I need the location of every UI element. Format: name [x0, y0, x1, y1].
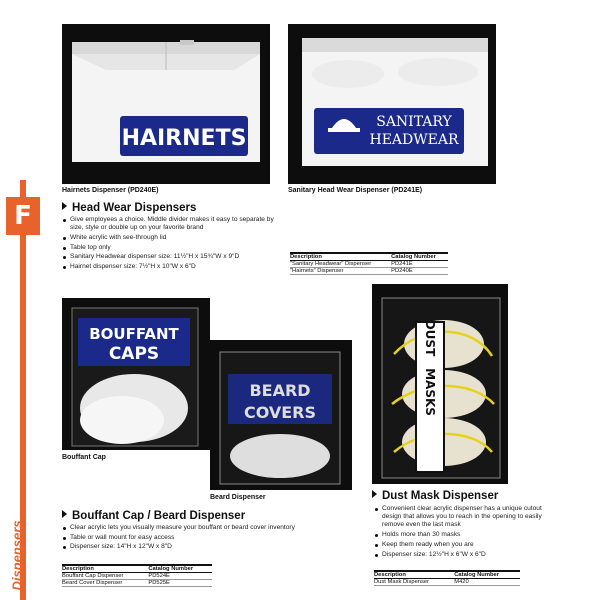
feature-item: Dispenser size: 14"H x 12"W x 8"D: [62, 543, 322, 551]
dustmask-title: [372, 490, 498, 502]
beard-caption: Beard Dispenser: [210, 494, 266, 501]
bouffant-sign-line2: CAPS: [108, 344, 160, 364]
dustmask-title-text: Dust Mask Dispenser: [382, 490, 499, 502]
bouffant-sign-line1: BOUFFANT: [89, 325, 179, 343]
dust-mask-dispenser-photo: [372, 284, 508, 484]
feature-item: Table top only: [62, 244, 284, 252]
heading-bullet-icon: [62, 510, 67, 518]
col-header: Description: [374, 571, 454, 579]
feature-item: Hairnet dispenser size: 7½"H x 10"W x 6"D: [62, 263, 284, 271]
dustmask-catalog-table: [374, 570, 520, 586]
heading-bullet-icon: [372, 490, 377, 498]
sanitary-sign-line1: SANITARY: [376, 114, 452, 130]
col-header: Description: [290, 253, 391, 261]
section-tab: F: [6, 197, 40, 235]
hairnets-sign-text: HAIRNETS: [121, 126, 247, 151]
headwear-title: [62, 202, 196, 214]
section-vertical-label: Dispensers: [9, 520, 25, 591]
table-row: "Sanitary Headwear" Dispenser PD241E: [290, 261, 448, 268]
dustmask-feature-list: [374, 505, 542, 560]
col-header: Catalog Number: [148, 565, 212, 573]
bouffant-title: [62, 510, 245, 522]
table-row: Bouffant Cap Dispenser PD524E: [62, 573, 212, 580]
table-row: Dust Mask Dispenser M420: [374, 579, 520, 586]
col-header: Description: [62, 565, 148, 573]
col-header: Catalog Number: [391, 253, 448, 261]
table-row: "Hairnets" Dispenser PD240E: [290, 268, 448, 275]
heading-bullet-icon: [62, 202, 67, 210]
headwear-feature-list: [62, 216, 284, 273]
beard-sign-line1: BEARD: [249, 381, 311, 400]
dust-sign-word2: MASKS: [423, 368, 437, 416]
bouffant-feature-list: [62, 524, 322, 553]
bouffant-caption: Bouffant Cap: [62, 454, 106, 461]
feature-item: Convenient clear acrylic dispenser has a unique cutout design that allows you to reach in the opening to easily remove even the last mask: [374, 505, 542, 530]
feature-item: Dispenser size: 12½"H x 6"W x 6"D: [374, 551, 542, 559]
feature-item: Table or wall mount for easy access: [62, 534, 322, 542]
sanitary-caption: Sanitary Head Wear Dispenser (PD241E): [288, 187, 423, 194]
bouffant-dispenser-photo: [62, 298, 210, 450]
table-row: Beard Cover Dispenser PD525E: [62, 580, 212, 587]
bouffant-catalog-table: [62, 564, 212, 587]
feature-item: White acrylic with see-through lid: [62, 234, 284, 242]
beard-sign-line2: COVERS: [243, 403, 317, 422]
sanitary-headwear-dispenser-photo: [288, 24, 496, 184]
feature-item: Give employees a choice. Middle divider makes it easy to separate by size, style or double up on your favorite brand: [62, 216, 284, 232]
feature-item: Holds more than 30 masks: [374, 531, 542, 539]
headwear-title-text: Head Wear Dispensers: [72, 202, 197, 214]
dust-sign-word1: DUST: [423, 319, 437, 357]
hairnets-dispenser-photo: [62, 24, 270, 184]
hairnets-caption: Hairnets Dispenser (PD240E): [62, 187, 159, 194]
feature-item: Clear acrylic lets you visually measure your bouffant or beard cover inventory: [62, 524, 322, 532]
feature-item: Sanitary Headwear dispenser size: 11½"H x 15¾"W x 9"D: [62, 253, 284, 261]
bouffant-title-text: Bouffant Cap / Beard Dispenser: [72, 510, 246, 522]
feature-item: Keep them ready when you are: [374, 541, 542, 549]
headwear-catalog-table: [290, 252, 448, 275]
sanitary-sign-line2: HEADWEAR: [369, 132, 459, 148]
beard-dispenser-photo: [210, 340, 352, 490]
col-header: Catalog Number: [454, 571, 520, 579]
